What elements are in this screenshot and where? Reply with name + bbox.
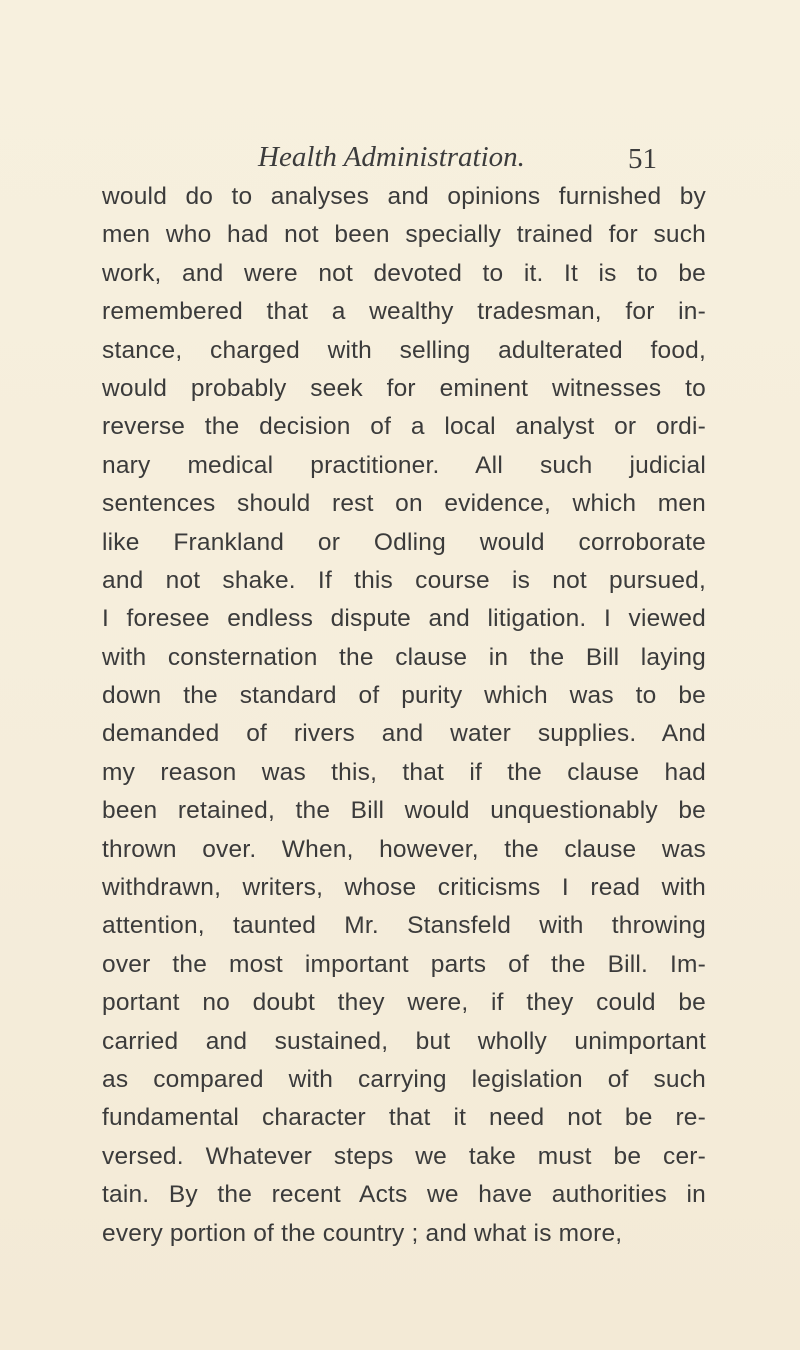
text-line: my reason was this, that if the clause had bbox=[102, 758, 706, 786]
text-line: men who had not been specially trained for such bbox=[102, 221, 706, 249]
text-line: down the standard of purity which was to be bbox=[102, 682, 706, 710]
text-line: would do to analyses and opinions furnished by bbox=[102, 183, 706, 210]
text-line: demanded of rivers and water supplies. And bbox=[102, 720, 706, 748]
text-line: versed. Whatever steps we take must be cer- bbox=[102, 1142, 706, 1170]
text-line: withdrawn, writers, whose criticisms I read with bbox=[102, 874, 706, 902]
text-line: been retained, the Bill would unquestionably be bbox=[102, 797, 706, 825]
text-line: I foresee endless dispute and litigation. I viewed bbox=[102, 605, 706, 633]
page-number: 51 bbox=[628, 143, 657, 175]
text-line: tain. By the recent Acts we have authorities in bbox=[102, 1181, 706, 1209]
text-line: reverse the decision of a local analyst or ordi- bbox=[102, 413, 706, 441]
text-line: work, and were not devoted to it. It is to be bbox=[102, 259, 706, 287]
body-text bbox=[102, 178, 706, 1253]
text-line: and not shake. If this course is not pursued, bbox=[102, 566, 706, 594]
running-title: Health Administration. bbox=[258, 141, 525, 173]
text-line: portant no doubt they were, if they could be bbox=[102, 989, 706, 1017]
text-line: stance, charged with selling adulterated food, bbox=[102, 336, 706, 364]
text-line: sentences should rest on evidence, which men bbox=[102, 490, 706, 518]
text-line: nary medical practitioner. All such judicial bbox=[102, 451, 706, 479]
text-line: attention, taunted Mr. Stansfeld with throwing bbox=[102, 912, 706, 940]
text-line: fundamental character that it need not be re- bbox=[102, 1104, 706, 1132]
text-line: with consternation the clause in the Bill laying bbox=[102, 643, 706, 671]
text-line: over the most important parts of the Bill. Im- bbox=[102, 950, 706, 978]
text-line: like Frankland or Odling would corroborate bbox=[102, 528, 706, 556]
running-head bbox=[0, 141, 800, 181]
text-line: every portion of the country ; and what is more, bbox=[102, 1219, 623, 1247]
text-line: remembered that a wealthy tradesman, for in- bbox=[102, 298, 706, 326]
text-line: carried and sustained, but wholly unimportant bbox=[102, 1027, 706, 1055]
text-line: as compared with carrying legislation of such bbox=[102, 1065, 706, 1093]
text-line: would probably seek for eminent witnesses to bbox=[102, 374, 706, 402]
text-line: thrown over. When, however, the clause was bbox=[102, 835, 706, 863]
